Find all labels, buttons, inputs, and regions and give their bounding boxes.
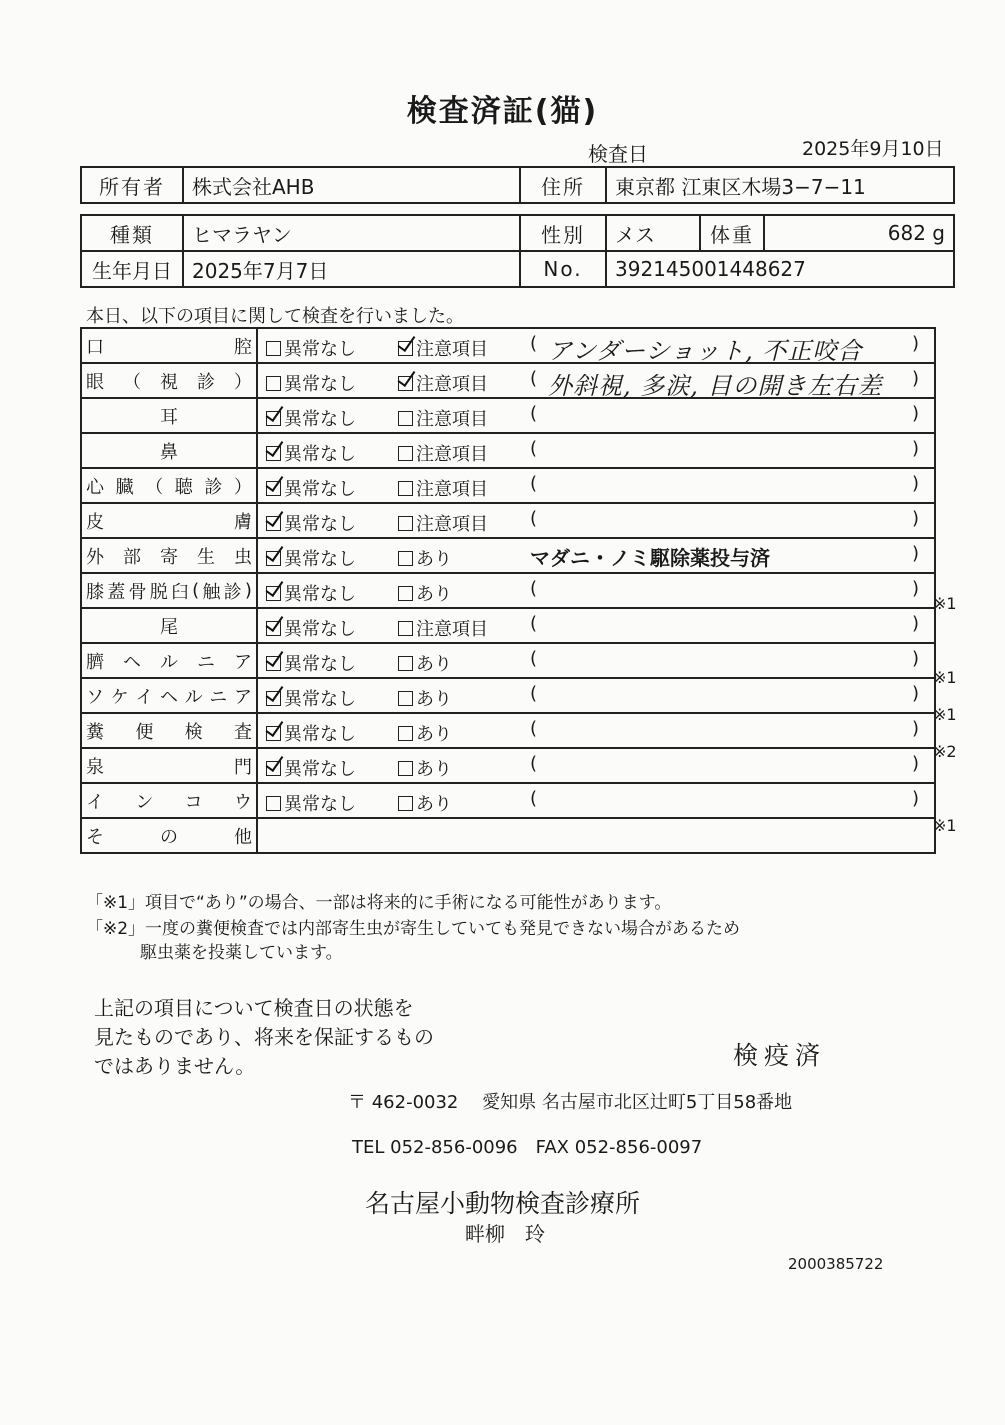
exam-item-text: そ の 他	[86, 826, 252, 848]
footnote-reference-mark: ※1	[933, 705, 957, 724]
exam-table	[80, 327, 936, 854]
caution-option[interactable]	[398, 370, 488, 396]
paren-open: (	[530, 718, 538, 739]
footnote-reference-mark: ※2	[933, 742, 957, 761]
checkbox-icon[interactable]	[266, 481, 281, 496]
breed-value: ヒマラヤン	[183, 215, 520, 251]
exam-item-label	[81, 678, 257, 713]
exam-item-text: 口 腔	[86, 336, 252, 358]
sex-label: 性別	[520, 215, 606, 251]
checkbox-icon[interactable]	[398, 796, 413, 811]
caution-option[interactable]	[398, 335, 488, 361]
exam-item-text: ソ ケ イ ヘ ル ニ ア	[86, 686, 252, 708]
footnote-2-line-1: 「※2」一度の糞便検査では内部寄生虫が寄生していても発見できない場合があるため	[86, 919, 741, 939]
exam-row	[81, 713, 935, 748]
birth-label: 生年月日	[81, 251, 183, 287]
owner-value: 株式会社AHB	[183, 167, 520, 203]
alt-option-label: あり	[416, 654, 452, 675]
handwritten-note: アンダーショット, 不正咬合	[548, 337, 863, 365]
exam-item-text: 膝 蓋 骨 脱 臼 ( 触 診 )	[86, 580, 252, 603]
exam-row	[81, 573, 935, 608]
normal-option[interactable]	[266, 580, 356, 606]
normal-option-label: 異常なし	[284, 339, 356, 360]
exam-row	[81, 608, 935, 643]
checkbox-icon[interactable]	[266, 621, 281, 636]
present-option[interactable]	[398, 790, 452, 816]
exam-item-label	[81, 538, 257, 573]
paren-open: (	[530, 578, 538, 599]
exam-result-cell	[257, 713, 935, 748]
paren-open: (	[530, 753, 538, 774]
normal-option-label: 異常なし	[284, 549, 356, 570]
exam-item-label	[81, 503, 257, 538]
exam-item-label	[81, 818, 257, 853]
alt-option-label: 注意項目	[416, 619, 488, 640]
checkbox-icon[interactable]	[398, 446, 413, 461]
exam-item-text: 臍 ヘ ル ニ ア	[86, 651, 252, 673]
weight-value: 682 g	[764, 215, 954, 251]
reg-no-label: No.	[520, 251, 606, 287]
paren-open: (	[530, 683, 538, 704]
normal-option[interactable]	[266, 615, 356, 641]
checkbox-icon[interactable]	[266, 411, 281, 426]
pet-table	[80, 214, 955, 288]
exam-result-cell	[257, 573, 935, 608]
exam-item-text: 心 臓 （ 聴 診 ）	[86, 476, 252, 498]
exam-item-label	[81, 398, 257, 433]
sex-value: メス	[606, 215, 700, 251]
checkbox-icon[interactable]	[398, 376, 413, 391]
exam-result-cell	[257, 748, 935, 783]
normal-option-label: 異常なし	[284, 514, 356, 535]
exam-result-cell	[257, 678, 935, 713]
exam-item-text: 皮 膚	[86, 511, 252, 533]
disclaimer-line: 見たものであり、将来を保証するもの	[94, 1025, 434, 1049]
exam-item-text: 泉 門	[86, 756, 252, 778]
alt-option-label: 注意項目	[416, 409, 488, 430]
exam-result-cell	[257, 538, 935, 573]
exam-row	[81, 748, 935, 783]
paren-open: (	[530, 403, 538, 424]
paren-close: )	[912, 543, 920, 564]
checkbox-icon[interactable]	[266, 796, 281, 811]
normal-option[interactable]	[266, 685, 356, 711]
exam-result-cell	[257, 398, 935, 433]
checkbox-icon[interactable]	[266, 341, 281, 356]
exam-result-cell	[257, 363, 935, 398]
checkbox-icon[interactable]	[398, 656, 413, 671]
paren-close: )	[912, 613, 920, 634]
exam-date: 2025年9月10日	[802, 138, 944, 160]
checkbox-icon[interactable]	[266, 446, 281, 461]
exam-item-text: イ ン コ ウ	[86, 791, 252, 813]
exam-row	[81, 678, 935, 713]
checkbox-icon[interactable]	[266, 761, 281, 776]
reg-no-value: 392145001448627	[606, 251, 954, 287]
normal-option[interactable]	[266, 370, 356, 396]
footnote-2-line-2: 駆虫薬を投薬しています。	[140, 943, 343, 963]
exam-result-cell	[257, 328, 935, 363]
checkbox-icon[interactable]	[398, 516, 413, 531]
address-label: 住所	[520, 167, 606, 203]
paren-open: (	[530, 648, 538, 669]
checkbox-icon[interactable]	[398, 691, 413, 706]
normal-option-label: 異常なし	[284, 584, 356, 605]
exam-result-cell	[257, 503, 935, 538]
paren-close: )	[912, 508, 920, 529]
exam-row	[81, 643, 935, 678]
exam-row	[81, 783, 935, 818]
exam-result-cell	[257, 468, 935, 503]
printed-note: マダニ・ノミ駆除薬投与済	[530, 546, 770, 570]
alt-option-label: 注意項目	[416, 374, 488, 395]
alt-option-label: あり	[416, 724, 452, 745]
footnote-reference-mark: ※1	[933, 668, 957, 687]
handwritten-note: 外斜視, 多涙, 目の開き左右差	[548, 372, 883, 400]
checkbox-icon[interactable]	[398, 726, 413, 741]
paren-close: )	[912, 648, 920, 669]
alt-option-label: あり	[416, 759, 452, 780]
caution-option[interactable]	[398, 510, 488, 536]
normal-option[interactable]	[266, 510, 356, 536]
alt-option-label: 注意項目	[416, 339, 488, 360]
exam-row	[81, 538, 935, 573]
checkbox-icon[interactable]	[398, 551, 413, 566]
normal-option[interactable]	[266, 475, 356, 501]
veterinarian-name: 畔柳 玲	[465, 1222, 545, 1246]
alt-option-label: あり	[416, 689, 452, 710]
checkbox-icon[interactable]	[266, 551, 281, 566]
normal-option-label: 異常なし	[284, 654, 356, 675]
caution-option[interactable]	[398, 440, 488, 466]
present-option[interactable]	[398, 685, 452, 711]
checkbox-icon[interactable]	[266, 586, 281, 601]
paren-open: (	[530, 368, 538, 389]
exam-result-cell	[257, 783, 935, 818]
exam-item-label	[81, 783, 257, 818]
quarantine-stamp: 検疫済	[733, 1041, 827, 1070]
present-option[interactable]	[398, 720, 452, 746]
clinic-phone-fax: TEL 052-856-0096 FAX 052-856-0097	[352, 1137, 703, 1158]
weight-label: 体重	[700, 215, 764, 251]
exam-date-label: 検査日	[588, 142, 648, 166]
normal-option[interactable]	[266, 545, 356, 571]
exam-item-text: 尾	[160, 616, 178, 638]
paren-close: )	[912, 578, 920, 599]
clinic-name: 名古屋小動物検査診療所	[364, 1189, 640, 1218]
normal-option[interactable]	[266, 405, 356, 431]
exam-row	[81, 398, 935, 433]
normal-option-label: 異常なし	[284, 479, 356, 500]
exam-item-label	[81, 468, 257, 503]
exam-row	[81, 363, 935, 398]
paren-close: )	[912, 753, 920, 774]
checkbox-icon[interactable]	[398, 621, 413, 636]
normal-option-label: 異常なし	[284, 619, 356, 640]
exam-row	[81, 468, 935, 503]
paren-close: )	[912, 473, 920, 494]
paren-close: )	[912, 788, 920, 809]
exam-item-label	[81, 748, 257, 783]
footnote-reference-mark: ※1	[933, 594, 957, 613]
present-option[interactable]	[398, 580, 452, 606]
normal-option[interactable]	[266, 790, 356, 816]
checkbox-icon[interactable]	[398, 481, 413, 496]
normal-option-label: 異常なし	[284, 794, 356, 815]
paren-open: (	[530, 333, 538, 354]
exam-item-label	[81, 713, 257, 748]
paren-close: )	[912, 403, 920, 424]
checkbox-icon[interactable]	[266, 656, 281, 671]
footnote-reference-mark: ※1	[933, 816, 957, 835]
caution-option[interactable]	[398, 475, 488, 501]
normal-option[interactable]	[266, 440, 356, 466]
exam-item-text: 外 部 寄 生 虫	[86, 546, 252, 568]
exam-item-text: 糞 便 検 査	[86, 721, 252, 743]
document-number: 2000385722	[788, 1255, 884, 1273]
checkbox-icon[interactable]	[398, 341, 413, 356]
exam-item-label	[81, 573, 257, 608]
paren-open: (	[530, 473, 538, 494]
alt-option-label: 注意項目	[416, 479, 488, 500]
exam-row	[81, 433, 935, 468]
exam-item-label	[81, 363, 257, 398]
paren-close: )	[912, 718, 920, 739]
normal-option[interactable]	[266, 650, 356, 676]
paren-open: (	[530, 508, 538, 529]
certificate-title: 検査済証(猫)	[406, 94, 599, 129]
exam-result-cell	[257, 643, 935, 678]
present-option[interactable]	[398, 545, 452, 571]
exam-item-label	[81, 433, 257, 468]
present-option[interactable]	[398, 650, 452, 676]
alt-option-label: 注意項目	[416, 444, 488, 465]
exam-row	[81, 818, 935, 853]
normal-option-label: 異常なし	[284, 409, 356, 430]
caution-option[interactable]	[398, 615, 488, 641]
checkbox-icon[interactable]	[398, 411, 413, 426]
paren-close: )	[912, 683, 920, 704]
checkbox-icon[interactable]	[266, 516, 281, 531]
paren-open: (	[530, 788, 538, 809]
birth-value: 2025年7月7日	[183, 251, 520, 287]
footnote-1: 「※1」項目で“あり”の場合、一部は将来的に手術になる可能性があります。	[86, 893, 672, 913]
alt-option-label: あり	[416, 794, 452, 815]
normal-option[interactable]	[266, 335, 356, 361]
normal-option[interactable]	[266, 755, 356, 781]
breed-label: 種類	[81, 215, 183, 251]
owner-label: 所有者	[81, 167, 183, 203]
exam-item-text: 耳	[160, 406, 178, 428]
disclaimer	[94, 994, 434, 1081]
clinic-address: 〒 462-0032 愛知県 名古屋市北区辻町5丁目58番地	[348, 1092, 793, 1113]
checkbox-icon[interactable]	[266, 376, 281, 391]
normal-option[interactable]	[266, 720, 356, 746]
exam-item-label	[81, 608, 257, 643]
checkbox-icon[interactable]	[398, 761, 413, 776]
paren-close: )	[912, 438, 920, 459]
normal-option-label: 異常なし	[284, 689, 356, 710]
exam-item-text: 鼻	[160, 441, 178, 463]
caution-option[interactable]	[398, 405, 488, 431]
paren-open: (	[530, 438, 538, 459]
exam-result-cell	[257, 433, 935, 468]
disclaimer-line: 上記の項目について検査日の状態を	[94, 996, 414, 1020]
address-value: 東京都 江東区木場3−7−11	[606, 167, 954, 203]
present-option[interactable]	[398, 755, 452, 781]
checkbox-icon[interactable]	[266, 726, 281, 741]
exam-item-label	[81, 328, 257, 363]
paren-close: )	[912, 368, 920, 389]
checkbox-icon[interactable]	[398, 586, 413, 601]
normal-option-label: 異常なし	[284, 759, 356, 780]
exam-item-label	[81, 643, 257, 678]
exam-result-cell	[257, 818, 935, 853]
exam-row	[81, 328, 935, 363]
normal-option-label: 異常なし	[284, 724, 356, 745]
paren-open: (	[530, 613, 538, 634]
owner-table	[80, 166, 955, 204]
alt-option-label: あり	[416, 549, 452, 570]
exam-result-cell	[257, 608, 935, 643]
checkbox-icon[interactable]	[266, 691, 281, 706]
paren-close: )	[912, 333, 920, 354]
normal-option-label: 異常なし	[284, 444, 356, 465]
intro-text: 本日、以下の項目に関して検査を行いました。	[86, 306, 464, 327]
exam-row	[81, 503, 935, 538]
alt-option-label: 注意項目	[416, 514, 488, 535]
disclaimer-line: ではありません。	[94, 1054, 256, 1078]
exam-item-text: 眼 （ 視 診 ）	[86, 371, 252, 393]
normal-option-label: 異常なし	[284, 374, 356, 395]
alt-option-label: あり	[416, 584, 452, 605]
